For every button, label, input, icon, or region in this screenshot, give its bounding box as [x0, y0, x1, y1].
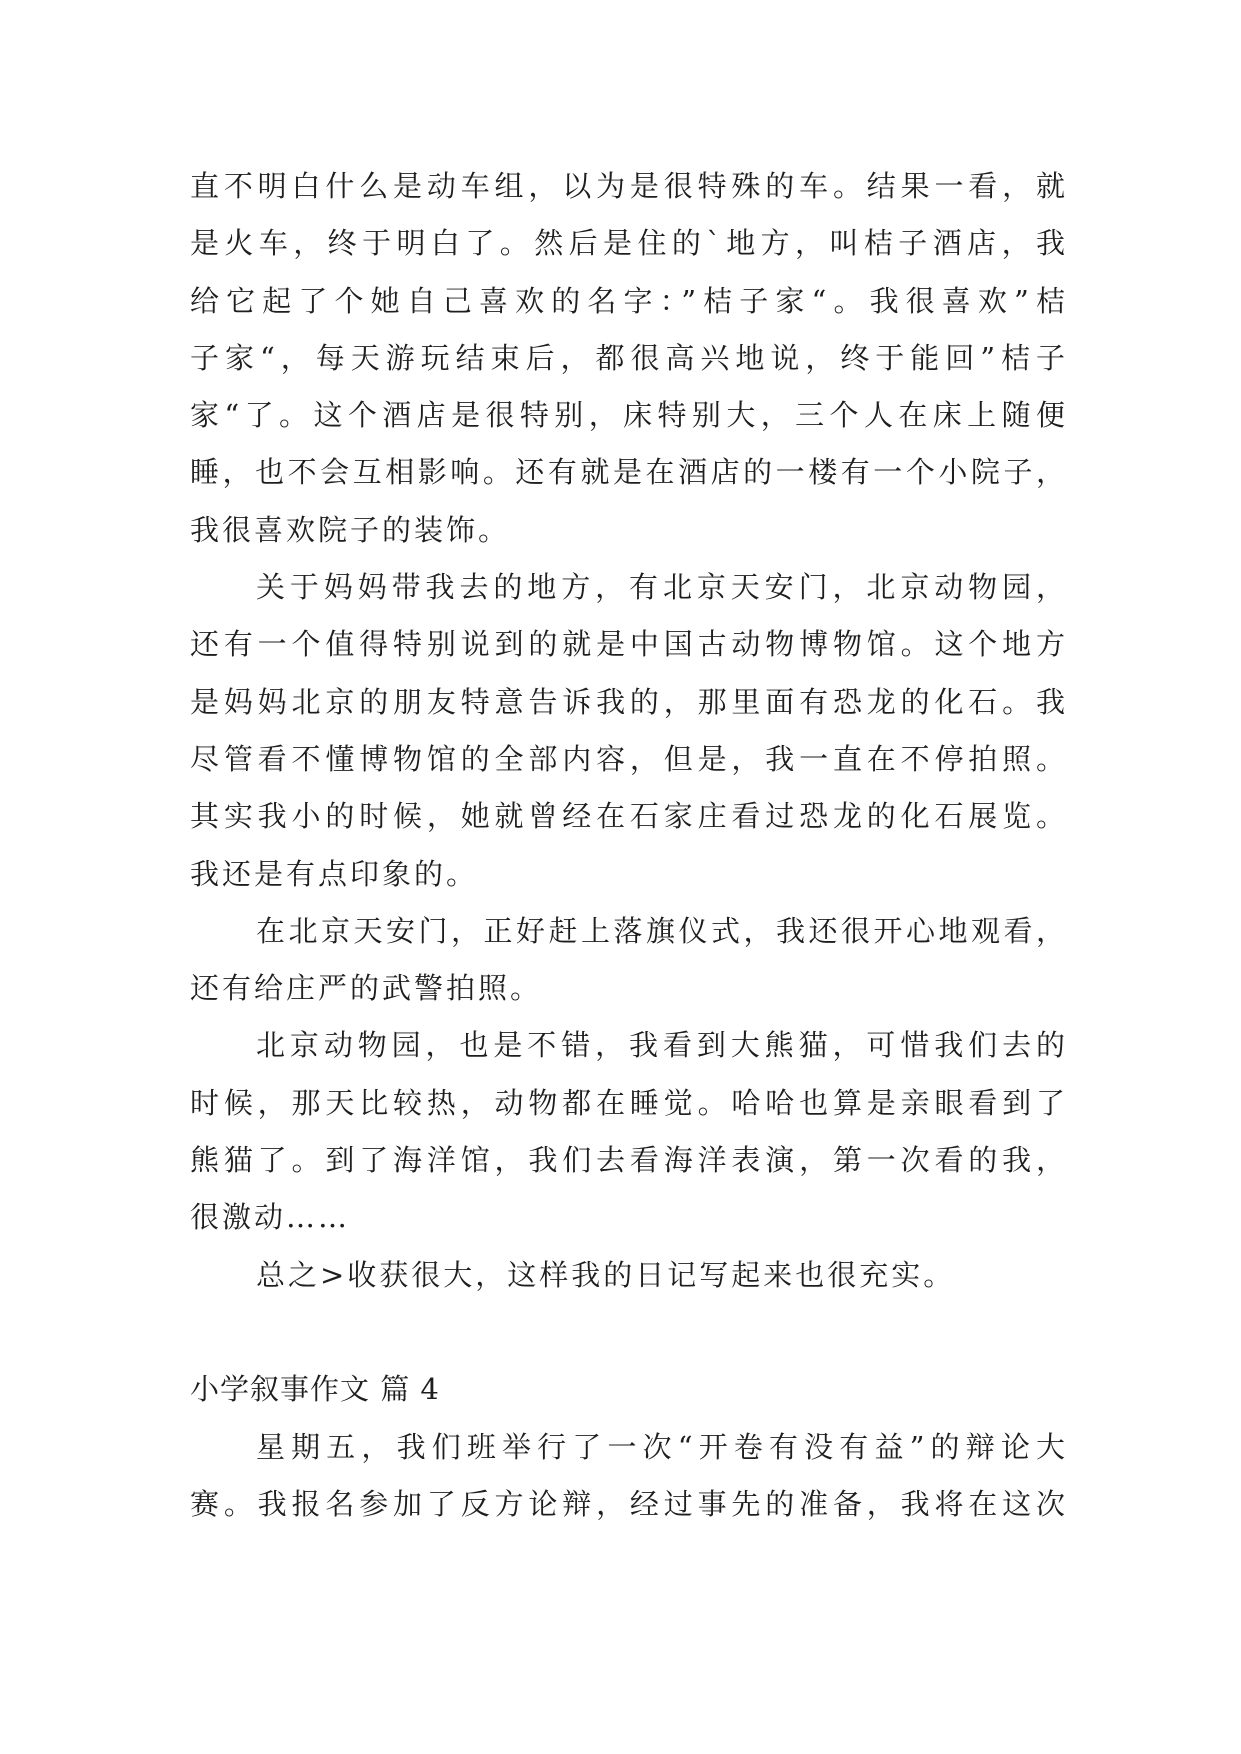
text-line: 很激动…… — [190, 1200, 351, 1235]
text-line: 熊猫了。到了海洋馆，我们去看海洋表演，第一次看的我， — [190, 1143, 1065, 1178]
text-line: 子家“，每天游玩结束后，都很高兴地说，终于能回”桔子 — [190, 340, 1065, 375]
text-line: 赛。我报名参加了反方论辩，经过事先的准备，我将在这次 — [190, 1486, 1065, 1521]
text-line: 关于妈妈带我去的地方，有北京天安门，北京动物园， — [256, 570, 1065, 605]
text-line: 是火车，终于明白了。然后是住的`地方，叫桔子酒店，我 — [190, 226, 1065, 261]
text-line: 其实我小的时候，她就曾经在石家庄看过恐龙的化石展览。 — [190, 799, 1065, 834]
text-line: 时候，那天比较热，动物都在睡觉。哈哈也算是亲眼看到了 — [190, 1085, 1065, 1120]
text-line: 星期五，我们班举行了一次“开卷有没有益”的辩论大 — [256, 1429, 1065, 1464]
text-line: 给它起了个她自己喜欢的名字：”桔子家“。我很喜欢”桔 — [190, 283, 1065, 318]
paragraph — [190, 903, 1065, 1018]
paragraph — [190, 158, 1065, 559]
text-line: 北京动物园，也是不错，我看到大熊猫，可惜我们去的 — [256, 1028, 1065, 1063]
text-line: 还有一个值得特别说到的就是中国古动物博物馆。这个地方 — [190, 627, 1065, 662]
text-line: 直不明白什么是动车组，以为是很特殊的车。结果一看，就 — [190, 169, 1065, 203]
text-line: 我很喜欢院子的装饰。 — [190, 512, 511, 547]
section-spacer — [190, 1304, 1065, 1361]
paragraph — [190, 1419, 1065, 1534]
paragraph — [190, 1247, 1065, 1304]
text-line: 在北京天安门，正好赶上落旗仪式，我还很开心地观看， — [256, 913, 1065, 948]
text-line: 家“了。这个酒店是很特别，床特别大，三个人在床上随便 — [190, 398, 1065, 433]
text-line: 是妈妈北京的朋友特意告诉我的，那里面有恐龙的化石。我 — [190, 684, 1065, 719]
text-line: 睡，也不会互相影响。还有就是在酒店的一楼有一个小院子， — [190, 455, 1065, 490]
document-body — [190, 158, 1065, 1533]
text-line: 我还是有点印象的。 — [190, 856, 479, 891]
section-heading: 小学叙事作文 篇 4 — [190, 1372, 440, 1407]
paragraph — [190, 559, 1065, 903]
text-line: 总之>收获很大，这样我的日记写起来也很充实。 — [256, 1257, 956, 1292]
paragraph — [190, 1017, 1065, 1246]
text-line: 尽管看不懂博物馆的全部内容，但是，我一直在不停拍照。 — [190, 741, 1065, 776]
text-line: 还有给庄严的武警拍照。 — [190, 971, 543, 1006]
